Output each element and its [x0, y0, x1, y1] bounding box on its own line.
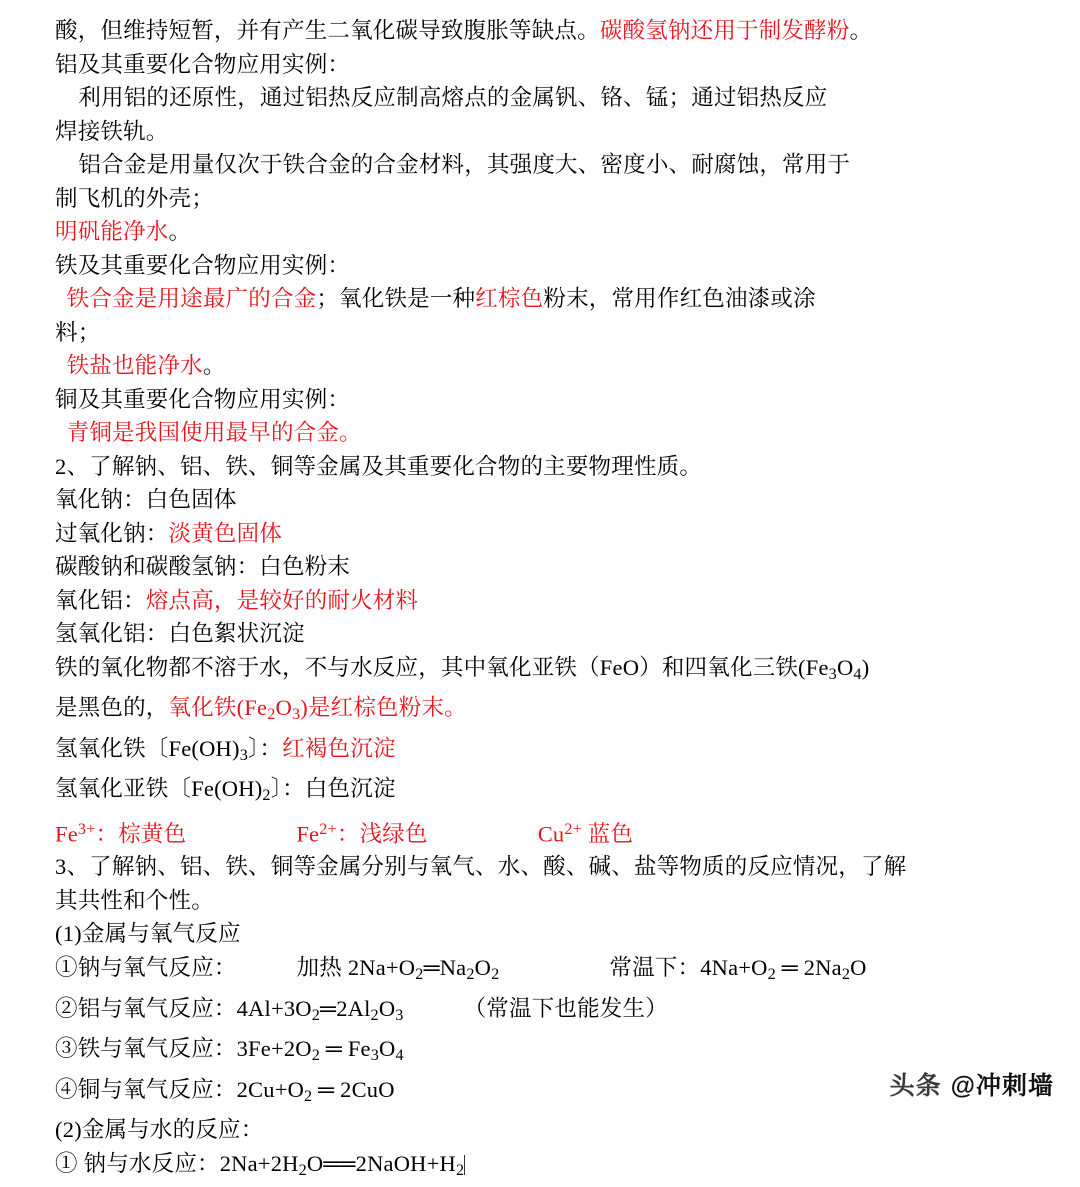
highlight-text: 红褐色沉淀	[282, 735, 396, 761]
text-line	[55, 14, 1050, 48]
highlight-text: Cu	[537, 820, 565, 846]
body-text: 。	[849, 18, 873, 43]
body-text: 碳酸钠和碳酸氢钠：白色粉末	[55, 554, 351, 579]
body-text: O	[850, 954, 867, 980]
text-line	[55, 617, 1050, 651]
body-text: 2	[455, 1160, 465, 1179]
body-text: 2	[262, 786, 271, 805]
highlight-text: 淡黄色固体	[168, 520, 283, 546]
body-text: 2	[841, 965, 851, 984]
highlight-text: 2	[267, 705, 276, 724]
highlight-text: O	[275, 695, 292, 721]
text-line	[55, 416, 1050, 450]
body-text: ①钠与氧气反应：	[55, 954, 237, 980]
text-line	[55, 1147, 1050, 1187]
body-text: (1)金属与氧气反应	[55, 921, 241, 947]
body-text: 。	[168, 219, 192, 244]
text-line	[55, 450, 1050, 484]
text-line	[55, 349, 1050, 383]
body-text: O	[378, 995, 396, 1021]
highlight-text: 红棕色	[475, 286, 544, 311]
body-text: ═Na	[423, 954, 467, 980]
text-line	[55, 517, 1050, 551]
text-line	[55, 115, 1050, 149]
body-text: 2、了解钠、铝、铁、铜等金属及其重要化合物的主要物理性质。	[55, 453, 703, 479]
body-text: 铁的氧化物都不溶于水，不与水反应，其中氧化亚铁（FeO）和四氧化三铁(Fe	[55, 654, 829, 680]
body-text: 氢氧化铁〔Fe(OH)	[55, 735, 240, 761]
text-line	[55, 215, 1050, 249]
body-text: 3、了解钠、铝、铁、铜等金属分别与氧气、水、酸、碱、盐等物质的反应情况，了解	[55, 854, 907, 880]
highlight-text: 2+	[319, 819, 337, 838]
body-text: 2	[311, 1046, 321, 1065]
body-text: 焊接铁轨。	[55, 118, 169, 144]
body-text: ═ 2CuO	[312, 1076, 395, 1102]
body-text: 2	[415, 965, 424, 984]
text-caret	[464, 1155, 465, 1175]
body-text: 氧化铝：	[55, 587, 146, 613]
text-line	[55, 483, 1050, 517]
body-text: 利用铝的还原性，通过铝热反应制高熔点的金属钒、铬、锰；通过铝热反应	[55, 85, 828, 110]
text-line	[55, 992, 1050, 1033]
body-text: O══2NaOH+H	[306, 1150, 456, 1176]
text-line	[55, 249, 1050, 283]
watermark	[890, 1066, 1054, 1102]
body-text: ；氧化铁是一种	[316, 286, 476, 311]
text-line	[55, 917, 1050, 951]
body-text	[55, 353, 67, 378]
highlight-text: 蓝色	[581, 820, 634, 846]
highlight-text: 3+	[77, 819, 96, 838]
text-line	[55, 951, 1050, 992]
highlight-text: ：棕黄色	[95, 820, 187, 846]
text-line	[55, 81, 1050, 115]
body-text: 铜及其重要化合物应用实例：	[55, 386, 351, 412]
highlight-text: )是红棕色粉末。	[300, 695, 467, 721]
body-text: 2	[304, 1086, 313, 1105]
body-text: 酸，但维持短暂，并有产生二氧化碳导致腹胀等缺点。	[55, 18, 600, 43]
body-text: 2	[311, 1005, 321, 1024]
body-text: 料；	[55, 319, 101, 345]
body-text: 2	[767, 965, 776, 984]
body-text	[55, 286, 67, 311]
text-line	[55, 813, 1050, 851]
body-text: ═ Fe	[320, 1036, 371, 1062]
body-text: 铝合金是用量仅次于铁合金的合金材料，其强度大、密度小、耐腐蚀，常用于	[55, 152, 851, 177]
text-line	[55, 48, 1050, 82]
body-text: 2	[298, 1160, 307, 1179]
body-text: 加热 2Na+O	[296, 954, 416, 980]
body-text: 〕：	[247, 735, 283, 761]
highlight-text: 2+	[564, 819, 582, 838]
body-text: 2	[466, 965, 475, 984]
body-text: 铝及其重要化合物应用实例：	[55, 51, 351, 77]
highlight-text: 熔点高，是较好的耐火材料	[145, 587, 419, 613]
body-text: 粉末，常用作红色油漆或涂	[543, 286, 816, 311]
body-text: 3	[395, 1005, 404, 1024]
body-text	[55, 420, 67, 445]
highlight-text: Fe	[55, 820, 78, 846]
body-text: 〕：白色沉淀	[270, 776, 396, 802]
text-line	[55, 383, 1050, 417]
body-text: 2	[370, 1005, 379, 1024]
body-text: 2	[491, 965, 500, 984]
body-text: 氢氧化亚铁〔Fe(OH)	[55, 776, 263, 802]
highlight-text: 青铜是我国使用最早的合金。	[66, 420, 362, 445]
body-text: 3	[828, 664, 837, 683]
body-text: 。	[202, 353, 226, 378]
body-text: 制飞机的外壳；	[55, 185, 214, 211]
body-text: 是黑色的，	[55, 695, 169, 721]
text-line	[55, 651, 1050, 692]
body-text: ═ 2Na	[775, 954, 842, 980]
highlight-text: 碳酸氢钠还用于制发酵粉	[599, 18, 850, 43]
body-text: （常温下也能发生）	[463, 995, 668, 1021]
body-text: ① 钠与水反应：2Na+2H	[55, 1150, 299, 1176]
body-text: 4	[395, 1046, 404, 1065]
body-text: 4	[853, 664, 862, 683]
body-text: 氢氧化铝：白色絮状沉淀	[55, 621, 305, 646]
text-line	[55, 850, 1050, 884]
body-text: ③铁与氧气反应：3Fe+2O	[55, 1036, 312, 1062]
body-text: )	[861, 654, 870, 680]
body-text: (2)金属与水的反应：	[55, 1117, 264, 1143]
highlight-text: ：浅绿色	[336, 820, 428, 846]
highlight-text: 铁盐也能净水	[66, 353, 203, 378]
body-text: O	[379, 1036, 396, 1062]
watermark-text: @冲刺墙	[950, 1072, 1054, 1100]
body-text: 铁及其重要化合物应用实例：	[55, 252, 351, 278]
text-line	[55, 316, 1050, 350]
text-line	[55, 584, 1050, 618]
body-text: 3	[239, 745, 248, 764]
body-text: 常温下：4Na+O	[609, 954, 768, 980]
body-text: ═2Al	[320, 995, 371, 1021]
body-text: 3	[370, 1046, 380, 1065]
body-text: ④铜与氧气反应：2Cu+O	[55, 1076, 305, 1102]
text-line	[55, 1113, 1050, 1147]
body-text: ②铝与氧气反应：4Al+3O	[55, 995, 312, 1021]
highlight-text: 铁合金是用途最广的合金	[66, 286, 317, 311]
text-line	[55, 732, 1050, 773]
highlight-text: Fe	[296, 820, 320, 846]
text-line	[55, 884, 1050, 918]
text-line	[55, 182, 1050, 216]
body-text: 过氧化钠：	[55, 520, 169, 546]
text-line	[55, 772, 1050, 813]
text-line	[55, 282, 1050, 316]
text-line	[55, 148, 1050, 182]
body-text: 其共性和个性。	[55, 887, 214, 913]
body-text: O	[836, 654, 854, 680]
text-line	[55, 691, 1050, 732]
text-line	[55, 550, 1050, 584]
body-text: O	[474, 954, 492, 980]
highlight-text: 氧化铁(Fe	[168, 695, 268, 721]
body-text: 氧化钠：白色固体	[55, 487, 237, 512]
highlight-text: 3	[291, 705, 301, 724]
watermark-logo: 头条	[889, 1072, 942, 1100]
highlight-text: 明矾能净水	[55, 219, 169, 244]
